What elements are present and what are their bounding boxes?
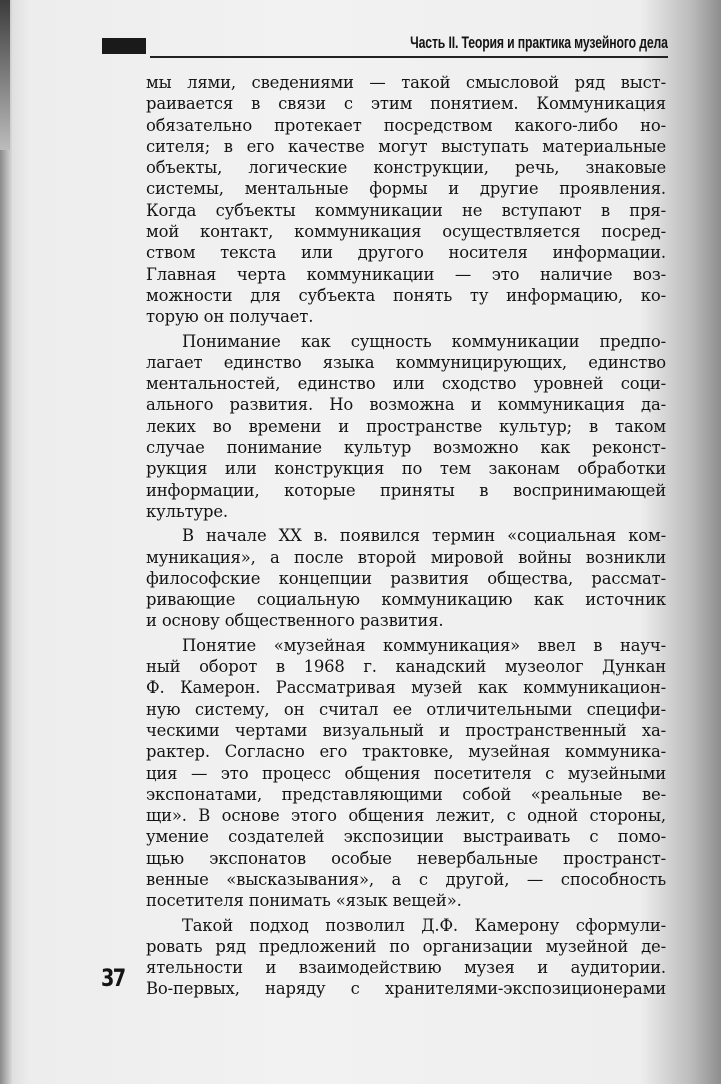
- text-line: информации, которые приняты в воспринимающей: [146, 480, 666, 500]
- text-line: и основу общественного развития.: [146, 611, 444, 631]
- text-line: ального развития. Но возможна и коммуникация да-: [146, 395, 666, 415]
- text-line: ную систему, он считал ее отличительными специфи-: [146, 699, 666, 719]
- text-line: Понятие «музейная коммуникация» ввел в науч-: [182, 635, 666, 655]
- text-line: Понимание как сущность коммуникации предпо-: [182, 331, 666, 351]
- text-line: обязательно протекает посредством какого-либо но-: [146, 115, 666, 135]
- text-line: случае понимание культур возможно как реконст-: [146, 438, 666, 458]
- page-number: 37: [100, 964, 125, 992]
- paragraph: [146, 72, 666, 328]
- paragraph: [146, 635, 666, 912]
- text-line: ный оборот в 1968 г. канадский музеолог Дункан: [146, 657, 666, 677]
- header-rule: [150, 56, 668, 58]
- text-line: Когда субъекты коммуникации не вступают в пря-: [146, 200, 666, 220]
- text-line: объекты, логические конструкции, речь, знаковые: [146, 158, 666, 178]
- running-header-title: Часть II. Теория и практика музейного дела: [410, 33, 668, 52]
- text-line: умение создателей экспозиции выстраивать с помо-: [146, 827, 666, 847]
- text-line: леких во времени и пространстве культур; в таком: [146, 416, 666, 436]
- text-line: ментальностей, единство или сходство уровней соци-: [146, 374, 666, 394]
- text-line: мы лями, сведениями — такой смысловой ряд выст-: [146, 73, 666, 92]
- text-line: культуре.: [146, 501, 228, 521]
- page-corner-shadow: [0, 0, 10, 150]
- text-line: системы, ментальные формы и другие проявления.: [146, 179, 666, 199]
- text-line: рукция или конструкция по тем законам обработки: [146, 459, 666, 479]
- text-line: Такой подход позволил Д.Ф. Камерону сформули-: [182, 915, 666, 935]
- text-line: мой контакт, коммуникация осуществляется посред-: [146, 222, 666, 242]
- text-line: экспонатами, представляющими собой «реальные ве-: [146, 784, 666, 804]
- header-marker-block: [102, 38, 146, 54]
- running-header: [102, 32, 668, 60]
- text-line: муникация», а после второй мировой войны возникли: [146, 547, 666, 567]
- text-line: лагает единство языка коммуницирующих, единство: [146, 352, 666, 372]
- text-line: Ф. Камерон. Рассматривая музей как коммуникацион-: [146, 678, 666, 698]
- paragraph: [146, 525, 666, 631]
- text-line: Во-первых, наряду с хранителями-экспозиционерами: [146, 979, 666, 999]
- text-line: ция — это процесс общения посетителя с музейными: [146, 763, 666, 783]
- text-line: венные «высказывания», а с другой, — способность: [146, 869, 666, 889]
- paragraph: [146, 915, 666, 1000]
- text-line: рактер. Согласно его трактовке, музейная коммуника-: [146, 742, 666, 762]
- text-line: философские концепции развития общества, рассмат-: [146, 568, 666, 588]
- text-line: ческими чертами визуальный и пространственный ха-: [146, 720, 666, 740]
- text-line: ровать ряд предложений по организации музейной де-: [146, 936, 666, 956]
- text-line: торую он получает.: [146, 307, 314, 327]
- text-line: ством текста или другого носителя информации.: [146, 243, 666, 263]
- text-line: В начале XX в. появился термин «социальная ком-: [182, 526, 666, 546]
- page-gutter-shadow: [0, 0, 12, 1084]
- body-text: [146, 72, 666, 1000]
- text-line: можности для субъекта понять ту информацию, ко-: [146, 285, 666, 305]
- text-line: посетителя понимать «язык вещей».: [146, 891, 462, 911]
- text-line: щью экспонатов особые невербальные пространст-: [146, 848, 666, 868]
- text-line: сителя; в его качестве могут выступать материальные: [146, 136, 666, 156]
- paragraph: [146, 331, 666, 523]
- text-line: ривающие социальную коммуникацию как источник: [146, 590, 666, 610]
- text-line: раивается в связи с этим понятием. Коммуникация: [146, 94, 666, 114]
- text-line: Главная черта коммуникации — это наличие воз-: [146, 264, 666, 284]
- text-line: щи». В основе этого общения лежит, с одной стороны,: [146, 806, 666, 826]
- text-line: ятельности и взаимодействию музея и аудитории.: [146, 958, 666, 978]
